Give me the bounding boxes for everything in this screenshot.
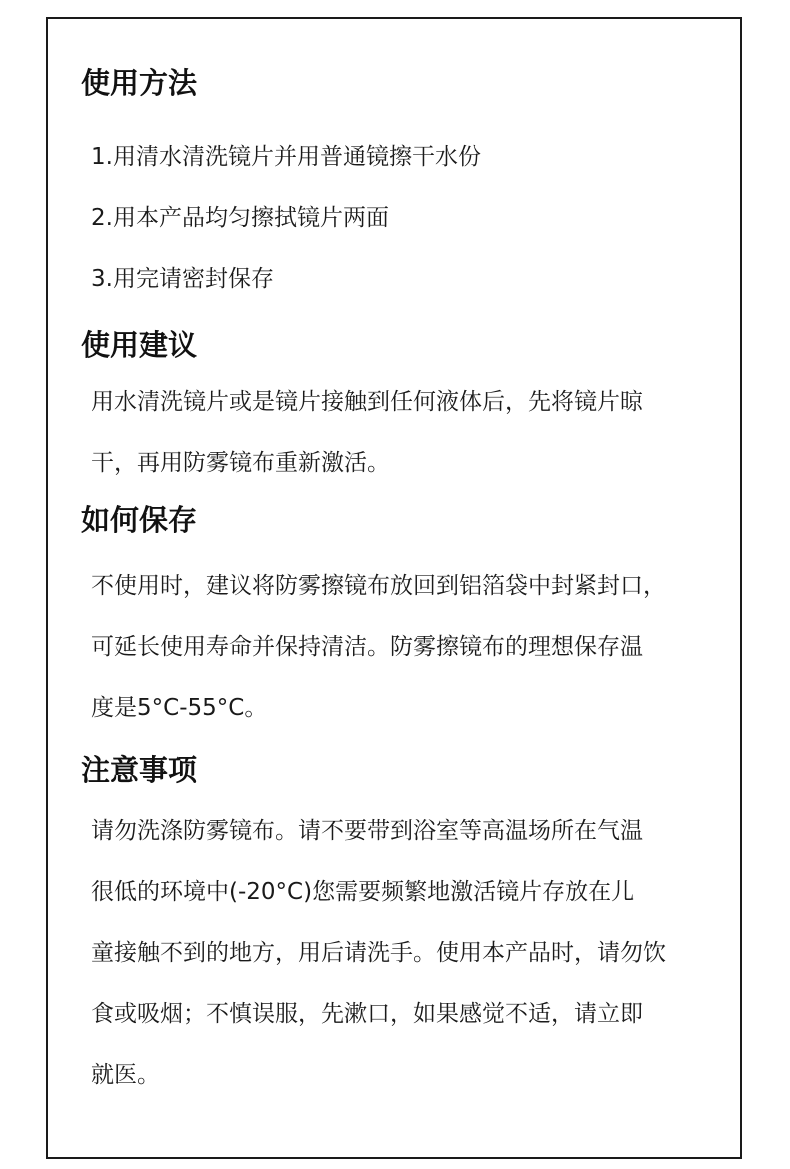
usage-line: 2.用本产品均匀擦拭镜片两面 [91,205,389,231]
usage-heading: 使用方法 [81,66,198,100]
notes-line: 食或吸烟；不慎误服，先漱口，如果感觉不适，请立即 [91,1001,643,1027]
storage-line: 不使用时，建议将防雾擦镜布放回到铝箔袋中封紧封口， [91,573,666,599]
advice-heading: 使用建议 [81,328,198,362]
storage-heading: 如何保存 [81,503,198,537]
notes-heading: 注意事项 [81,753,198,787]
usage-line: 1.用清水清洗镜片并用普通镜擦干水份 [91,144,481,170]
notes-line: 很低的环境中(-20°C)您需要频繁地激活镜片存放在儿 [91,879,635,905]
storage-line: 可延长使用寿命并保持清洁。防雾擦镜布的理想保存温 [91,634,643,660]
notes-line: 童接触不到的地方，用后请洗手。使用本产品时，请勿饮 [91,940,666,966]
advice-line: 干，再用防雾镜布重新激活。 [91,450,390,476]
notes-line: 请勿洗涤防雾镜布。请不要带到浴室等高温场所在气温 [91,818,643,844]
usage-line: 3.用完请密封保存 [91,266,274,292]
advice-line: 用水清洗镜片或是镜片接触到任何液体后，先将镜片晾 [91,389,643,415]
notes-line: 就医。 [91,1062,160,1088]
storage-line: 度是5°C-55°C。 [91,695,268,721]
